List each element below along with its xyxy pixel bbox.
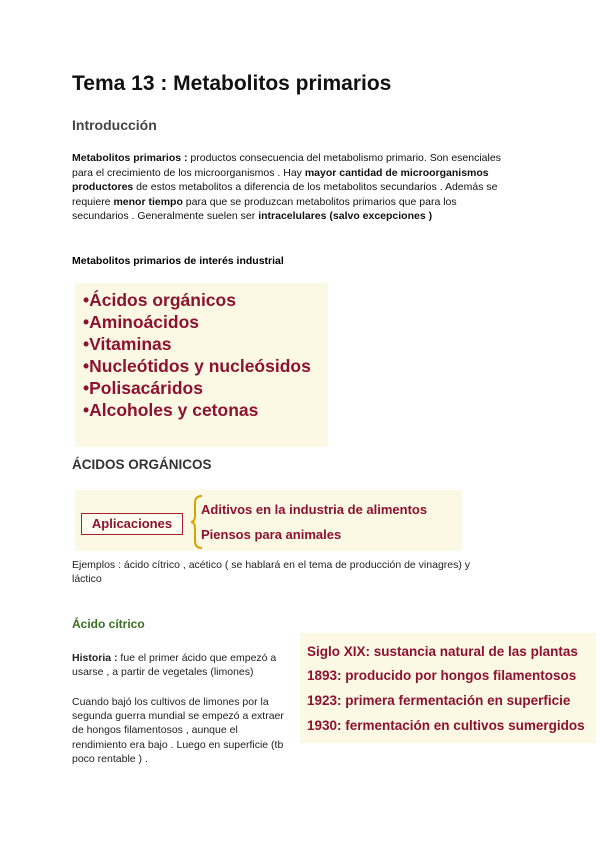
application-item: Aditivos en la industria de alimentos bbox=[201, 502, 428, 517]
page-title: Tema 13 : Metabolitos primarios bbox=[72, 72, 392, 95]
timeline-item: 1923: primera fermentación en superficie bbox=[307, 693, 571, 708]
timeline-item: 1930: fermentación en cultivos sumergidos bbox=[307, 718, 585, 733]
list-item: •Polisacáridos bbox=[83, 378, 203, 398]
applications-label: Aplicaciones bbox=[81, 513, 183, 535]
list-item: •Alcoholes y cetonas bbox=[83, 400, 259, 420]
intro-term: Metabolitos primarios : bbox=[72, 152, 188, 164]
section-heading: ÁCIDOS ORGÁNICOS bbox=[72, 457, 212, 472]
application-item: Piensos para animales bbox=[201, 527, 342, 542]
history-paragraph-2: Cuando bajó los cultivos de limones por la segunda guerra mundial se empezó a extraer de hongos filamentosos , aunque el rendimiento era bajo . Luego en superficie (tb poco rentable ) . bbox=[72, 696, 284, 765]
list-item: •Ácidos orgánicos bbox=[83, 290, 236, 310]
timeline-item: Siglo XIX: sustancia natural de las plantas bbox=[307, 644, 578, 659]
metabolites-list-figure bbox=[75, 283, 328, 447]
applications-figure bbox=[75, 490, 462, 551]
timeline-item: 1893: producido por hongos filamentosos bbox=[307, 668, 577, 683]
list-item: •Vitaminas bbox=[83, 334, 172, 354]
timeline-figure bbox=[300, 633, 596, 743]
list-item: •Nucleótidos y nucleósidos bbox=[83, 356, 311, 376]
citric-heading: Ácido cítrico bbox=[72, 617, 145, 631]
list-item: •Aminoácidos bbox=[83, 312, 200, 332]
intro-heading: Introducción bbox=[72, 117, 157, 133]
industrial-heading: Metabolitos primarios de interés industrial bbox=[72, 255, 284, 267]
intro-paragraph: Metabolitos primarios : productos consecuencia del metabolismo primario. Son esenciales para el crecimiento de los microorganismos . Hay mayor cantidad de microorganismos productores de estos metabolitos a diferencia de los metabolitos secundarios . Además se requiere menor tiempo para que se produzcan metabolitos primarios que para los secundarios . Generalmente suelen ser intracelulares (salvo excepciones ) bbox=[72, 152, 501, 223]
examples-text: Ejemplos : ácido cítrico , acético ( se hablará en el tema de producción de vinagres) y láctico bbox=[72, 559, 471, 585]
history-paragraph: Historia : fue el primer ácido que empezó a usarse , a partir de vegetales (limones) bbox=[72, 652, 277, 679]
